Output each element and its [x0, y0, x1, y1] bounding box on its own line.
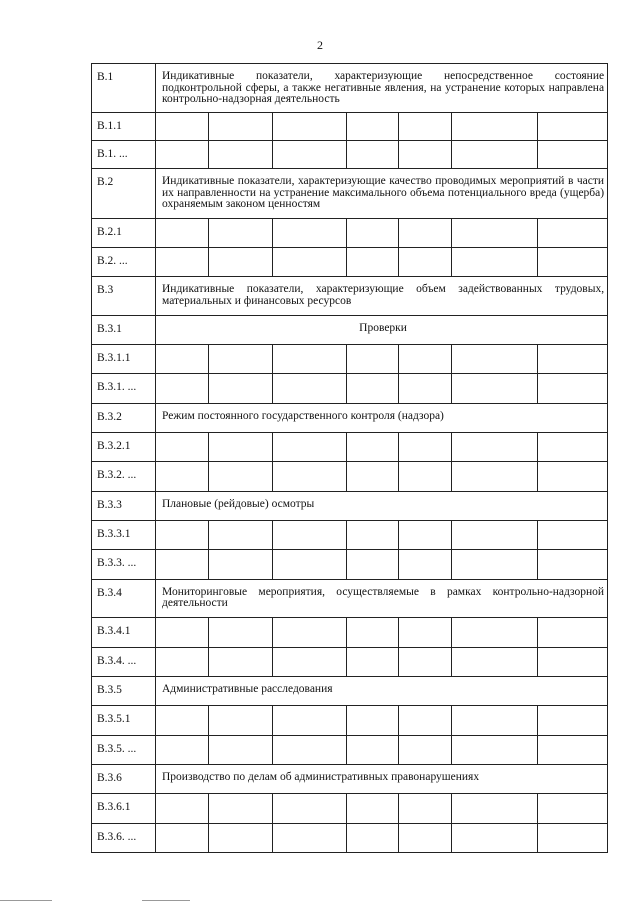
empty-cell: [399, 823, 452, 852]
empty-cell: [347, 618, 399, 647]
section-title: Режим постоянного государственного контроля (надзора): [156, 403, 608, 432]
empty-cell: [273, 706, 347, 735]
empty-cell: [452, 735, 538, 764]
table-row: [92, 433, 608, 462]
row-code: В.1. ...: [92, 140, 156, 168]
empty-cell: [209, 794, 273, 823]
row-code: В.1.1: [92, 112, 156, 140]
empty-cell: [538, 248, 608, 277]
empty-cell: [273, 433, 347, 462]
table-row: [92, 823, 608, 852]
empty-cell: [209, 647, 273, 676]
empty-cell: [209, 462, 273, 491]
empty-cell: [452, 433, 538, 462]
empty-cell: [538, 462, 608, 491]
empty-cell: [347, 550, 399, 579]
empty-cell: [156, 823, 209, 852]
scan-mark: [142, 900, 190, 901]
empty-cell: [399, 462, 452, 491]
empty-cell: [273, 550, 347, 579]
empty-cell: [273, 647, 347, 676]
indicator-table: [91, 63, 608, 853]
empty-cell: [538, 735, 608, 764]
empty-cell: [209, 433, 273, 462]
empty-cell: [273, 248, 347, 277]
row-code: В.1: [92, 64, 156, 113]
empty-cell: [347, 462, 399, 491]
empty-cell: [273, 735, 347, 764]
empty-cell: [399, 345, 452, 374]
empty-cell: [399, 374, 452, 403]
empty-cell: [399, 618, 452, 647]
empty-cell: [538, 374, 608, 403]
section-row: [92, 491, 608, 520]
empty-cell: [273, 140, 347, 168]
empty-cell: [399, 735, 452, 764]
empty-cell: [273, 112, 347, 140]
empty-cell: [452, 647, 538, 676]
section-row: [92, 169, 608, 219]
table-row: [92, 218, 608, 247]
empty-cell: [399, 521, 452, 550]
empty-cell: [538, 550, 608, 579]
empty-cell: [209, 248, 273, 277]
empty-cell: [452, 140, 538, 168]
row-code: В.3.4. ...: [92, 647, 156, 676]
row-code: В.3.4.1: [92, 618, 156, 647]
empty-cell: [156, 647, 209, 676]
table-row: [92, 462, 608, 491]
section-row: [92, 579, 608, 617]
empty-cell: [538, 112, 608, 140]
table-row: [92, 735, 608, 764]
empty-cell: [156, 433, 209, 462]
empty-cell: [347, 140, 399, 168]
row-code: В.3.3: [92, 491, 156, 520]
empty-cell: [452, 550, 538, 579]
empty-cell: [399, 248, 452, 277]
empty-cell: [538, 823, 608, 852]
row-code: В.3.2: [92, 403, 156, 432]
empty-cell: [538, 618, 608, 647]
empty-cell: [538, 521, 608, 550]
empty-cell: [399, 794, 452, 823]
empty-cell: [273, 794, 347, 823]
empty-cell: [399, 140, 452, 168]
section-row: [92, 277, 608, 315]
empty-cell: [347, 374, 399, 403]
empty-cell: [452, 823, 538, 852]
empty-cell: [209, 112, 273, 140]
empty-cell: [347, 248, 399, 277]
table-row: [92, 618, 608, 647]
row-code: В.3.5: [92, 676, 156, 705]
empty-cell: [156, 248, 209, 277]
empty-cell: [347, 647, 399, 676]
empty-cell: [538, 706, 608, 735]
empty-cell: [156, 794, 209, 823]
table-row: [92, 706, 608, 735]
empty-cell: [538, 647, 608, 676]
empty-cell: [273, 823, 347, 852]
empty-cell: [273, 374, 347, 403]
empty-cell: [273, 521, 347, 550]
empty-cell: [399, 433, 452, 462]
empty-cell: [209, 618, 273, 647]
empty-cell: [156, 550, 209, 579]
empty-cell: [347, 218, 399, 247]
empty-cell: [452, 618, 538, 647]
section-row: [92, 315, 608, 344]
row-code: В.2.1: [92, 218, 156, 247]
row-code: В.3.5.1: [92, 706, 156, 735]
empty-cell: [452, 462, 538, 491]
row-code: В.3.6: [92, 764, 156, 793]
row-code: В.3.1.1: [92, 345, 156, 374]
empty-cell: [156, 140, 209, 168]
empty-cell: [399, 550, 452, 579]
empty-cell: [347, 345, 399, 374]
table-row: [92, 521, 608, 550]
empty-cell: [156, 112, 209, 140]
section-title: Плановые (рейдовые) осмотры: [156, 491, 608, 520]
row-code: В.3.2. ...: [92, 462, 156, 491]
empty-cell: [209, 345, 273, 374]
row-code: В.3.2.1: [92, 433, 156, 462]
empty-cell: [209, 735, 273, 764]
empty-cell: [399, 706, 452, 735]
row-code: В.3.3.1: [92, 521, 156, 550]
table-row: [92, 794, 608, 823]
empty-cell: [452, 794, 538, 823]
empty-cell: [452, 374, 538, 403]
section-row: [92, 764, 608, 793]
empty-cell: [347, 735, 399, 764]
scan-mark: [0, 900, 52, 901]
empty-cell: [347, 794, 399, 823]
section-row: [92, 403, 608, 432]
page-number: 2: [317, 38, 323, 52]
empty-cell: [452, 345, 538, 374]
section-title: Индикативные показатели, характеризующие объем задействованных трудовых, материальных и финансовых ресурсов: [156, 277, 608, 315]
empty-cell: [209, 218, 273, 247]
section-title: Индикативные показатели, характеризующие качество проводимых мероприятий в части их направленности на устранение максимального объема потенциального вреда (ущерба) охраняемым законом ценностям: [156, 169, 608, 219]
table-row: [92, 550, 608, 579]
row-code: В.3: [92, 277, 156, 315]
section-row: [92, 64, 608, 113]
empty-cell: [209, 140, 273, 168]
empty-cell: [273, 618, 347, 647]
section-title: Производство по делам об административных правонарушениях: [156, 764, 608, 793]
row-code: В.3.5. ...: [92, 735, 156, 764]
row-code: В.3.6.1: [92, 794, 156, 823]
empty-cell: [209, 823, 273, 852]
empty-cell: [209, 521, 273, 550]
empty-cell: [209, 706, 273, 735]
empty-cell: [538, 794, 608, 823]
section-title: Мониторинговые мероприятия, осуществляемые в рамках контрольно-надзорной деятельности: [156, 579, 608, 617]
row-code: В.3.4: [92, 579, 156, 617]
empty-cell: [156, 618, 209, 647]
empty-cell: [347, 433, 399, 462]
row-code: В.3.1: [92, 315, 156, 344]
empty-cell: [538, 433, 608, 462]
section-row: [92, 676, 608, 705]
empty-cell: [452, 521, 538, 550]
empty-cell: [399, 647, 452, 676]
row-code: В.2: [92, 169, 156, 219]
empty-cell: [347, 521, 399, 550]
row-code: В.3.6. ...: [92, 823, 156, 852]
empty-cell: [452, 218, 538, 247]
row-code: В.3.1. ...: [92, 374, 156, 403]
table-row: [92, 345, 608, 374]
empty-cell: [273, 462, 347, 491]
empty-cell: [156, 735, 209, 764]
empty-cell: [399, 112, 452, 140]
empty-cell: [156, 374, 209, 403]
empty-cell: [538, 218, 608, 247]
empty-cell: [452, 112, 538, 140]
row-code: В.2. ...: [92, 248, 156, 277]
empty-cell: [347, 112, 399, 140]
empty-cell: [156, 218, 209, 247]
section-title: Проверки: [156, 315, 608, 344]
row-code: В.3.3. ...: [92, 550, 156, 579]
empty-cell: [156, 706, 209, 735]
empty-cell: [156, 345, 209, 374]
table-row: [92, 647, 608, 676]
table-row: [92, 140, 608, 168]
section-title: Индикативные показатели, характеризующие непосредственное состояние подконтрольной сферы, а также негативные явления, на устранение которых направлена контрольно-надзорная деятельность: [156, 64, 608, 113]
empty-cell: [538, 345, 608, 374]
table-row: [92, 112, 608, 140]
empty-cell: [347, 706, 399, 735]
empty-cell: [538, 140, 608, 168]
empty-cell: [273, 345, 347, 374]
section-title: Административные расследования: [156, 676, 608, 705]
empty-cell: [452, 248, 538, 277]
empty-cell: [347, 823, 399, 852]
empty-cell: [452, 706, 538, 735]
empty-cell: [156, 462, 209, 491]
empty-cell: [273, 218, 347, 247]
empty-cell: [209, 374, 273, 403]
empty-cell: [399, 218, 452, 247]
empty-cell: [209, 550, 273, 579]
table-row: [92, 248, 608, 277]
empty-cell: [156, 521, 209, 550]
table-row: [92, 374, 608, 403]
